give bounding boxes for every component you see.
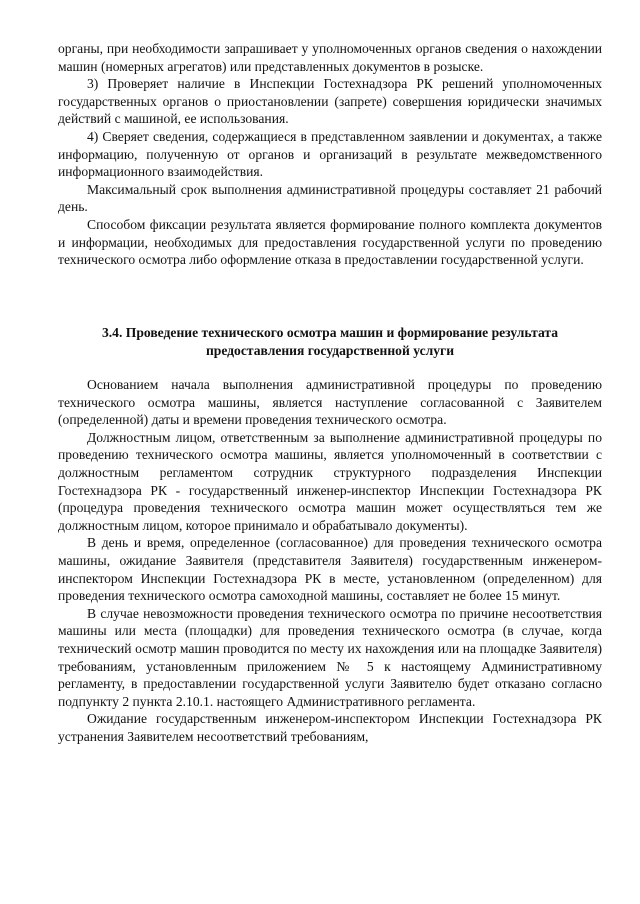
paragraph-waiting-elimination: Ожидание государственным инженером-инспектором Инспекции Гостехнадзора РК устранения Заявителем несоответствий требованиям, xyxy=(58,711,602,744)
paragraph-max-term: Максимальный срок выполнения административной процедуры составляет 21 рабочий день. xyxy=(58,181,602,215)
paragraph-item-4: 4) Сверяет сведения, содержащиеся в представленном заявлении и документах, а также информацию, полученную от органов и организаций в результате межведомственного информационного взаимодействия. xyxy=(58,128,602,180)
paragraph-continuation: органы, при необходимости запрашивает у уполномоченных органов сведения о нахождении машин (номерных агрегатов) или представленных документов в розыске. xyxy=(58,41,602,74)
paragraph-result-fixation: Способом фиксации результата является формирование полного комплекта документов и информации, необходимых для предоставления государственной услуги по проведению технического осмотра либо оформление отказа в предоставлении государственной услуги. xyxy=(58,216,602,268)
paragraph-refusal-case: В случае невозможности проведения технического осмотра по причине несоответствия машины или места (площадки) для проведения технического осмотра (в случае, когда технический осмотр машин проводится по месту их нахождения или на площадке Заявителя) требованиям, установленным приложением № 5 к настоящему Административному регламенту, в предоставлении государственной услуги Заявителю будет отказано согласно подпункту 2 пункта 2.10.1. настоящего Административного регламента. xyxy=(58,605,602,709)
section-heading: 3.4. Проведение технического осмотра машин и формирование результата предоставления государственной услуги xyxy=(101,325,559,358)
top-text-block xyxy=(58,40,602,269)
paragraph-waiting-time: В день и время, определенное (согласованное) для проведения технического осмотра машины, ожидание Заявителя (представителя Заявителя) государственным инженером-инспектором Инспекции Гостехнадзора РК в месте, установленном (определенном) для проведения технического осмотра самоходной машины, составляет не более 15 минут. xyxy=(58,535,602,604)
section-body xyxy=(58,376,602,745)
paragraph-item-3: 3) Проверяет наличие в Инспекции Гостехнадзора РК решений уполномоченных государственных органов о приостановлении (запрете) совершения юридически значимых действий с машиной, ее использования. xyxy=(58,76,602,127)
paragraph-basis: Основанием начала выполнения административной процедуры по проведению технического осмотра машины, является наступление согласованной с Заявителем (определенной) даты и времени проведения технического осмотра. xyxy=(58,377,602,428)
paragraph-responsible-official: Должностным лицом, ответственным за выполнение административной процедуры по проведению технического осмотра машины, является уполномоченный в соответствии с должностным регламентом сотрудник структурного подразделения Инспекции Гостехнадзора РК - государственный инженер-инспектор Инспекции Гостехнадзора РК (процедура проведения технического осмотра машин может осуществляться тем же должностным лицом, которое принимало и обрабатывало документы). xyxy=(58,429,602,533)
